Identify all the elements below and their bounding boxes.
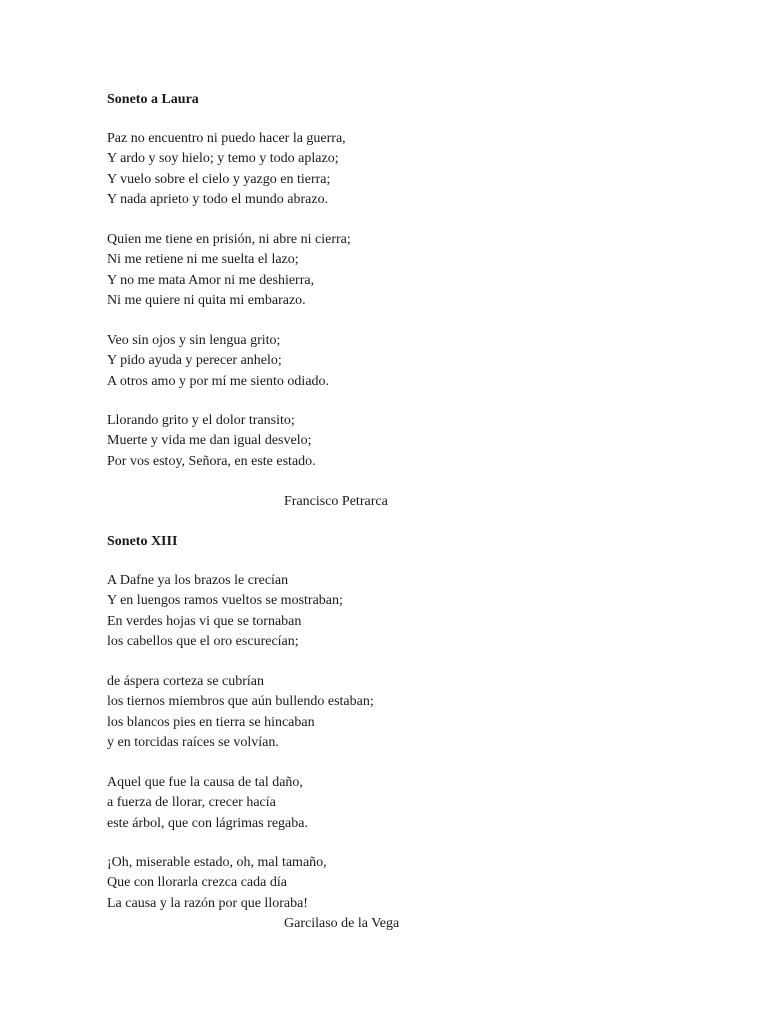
verse-line: Que con llorarla crezca cada día [107, 875, 287, 891]
verse-line: Por vos estoy, Señora, en este estado. [107, 453, 316, 469]
verse-line: Llorando grito y el dolor transito; [107, 413, 295, 428]
verse-line: Paz no encuentro ni puedo hacer la guerra, [107, 131, 346, 146]
poem-stanza [107, 672, 667, 753]
verse-line: Veo sin ojos y sin lengua grito; [107, 333, 281, 348]
stanza-4 [107, 411, 667, 472]
poem-stanza [107, 331, 667, 392]
poem-title-text: Soneto a Laura [107, 92, 199, 107]
poem-stanza [107, 571, 667, 652]
verse-line: Y no me mata Amor ni me deshierra, [107, 272, 315, 288]
verse-line: Y en luengos ramos vueltos se mostraban; [107, 593, 343, 609]
verse-line: a fuerza de llorar, crecer hacía [107, 795, 276, 811]
stanza-1 [107, 571, 667, 652]
verse-line: Aquel que fue la causa de tal daño, [107, 775, 303, 790]
verse-line: La causa y la razón por que lloraba! [107, 895, 308, 911]
verse-line: de áspera corteza se cubrían [107, 674, 265, 689]
poem-title-text: Soneto XIII [107, 534, 178, 549]
poem-stanza [107, 411, 667, 472]
poem-author: Garcilaso de la Vega [284, 916, 400, 931]
verse-line: Y ardo y soy hielo; y temo y todo aplazo; [107, 151, 339, 167]
verse-line: Muerte y vida me dan igual desvelo; [107, 433, 312, 449]
stanza-1 [107, 129, 667, 210]
poem-author: Francisco Petrarca [284, 494, 388, 509]
verse-line: A otros amo y por mí me siento odiado. [107, 373, 330, 389]
verse-line: Y nada aprieto y todo el mundo abrazo. [107, 191, 329, 207]
verse-line: Ni me retiene ni me suelta el lazo; [107, 252, 299, 268]
verse-line: Y pido ayuda y perecer anhelo; [107, 353, 282, 369]
poem-title [107, 90, 667, 110]
verse-line: los cabellos que el oro escurecían; [107, 633, 299, 649]
poem-stanza [107, 129, 667, 210]
poem-stanza [107, 853, 667, 914]
verse-line: los tiernos miembros que aún bullendo estaban; [107, 694, 374, 710]
stanza-2 [107, 672, 667, 753]
stanza-2 [107, 230, 667, 311]
verse-line: ¡Oh, miserable estado, oh, mal tamaño, [107, 855, 327, 870]
verse-line: A Dafne ya los brazos le crecían [107, 573, 289, 588]
stanza-3 [107, 331, 667, 392]
verse-line: y en torcidas raíces se volvían. [107, 734, 279, 750]
verse-line: Ni me quiere ni quita mi embarazo. [107, 292, 306, 308]
poem-stanza [107, 230, 667, 311]
poem-stanza [107, 773, 667, 834]
stanza-4 [107, 853, 667, 914]
verse-line: En verdes hojas vi que se tornaban [107, 613, 302, 629]
verse-line: los blancos pies en tierra se hincaban [107, 714, 315, 730]
stanza-3 [107, 773, 667, 834]
verse-line: Quien me tiene en prisión, ni abre ni cierra; [107, 232, 351, 247]
verse-line: Y vuelo sobre el cielo y yazgo en tierra; [107, 171, 331, 187]
poem-title [107, 532, 667, 552]
verse-line: este árbol, que con lágrimas regaba. [107, 815, 308, 831]
